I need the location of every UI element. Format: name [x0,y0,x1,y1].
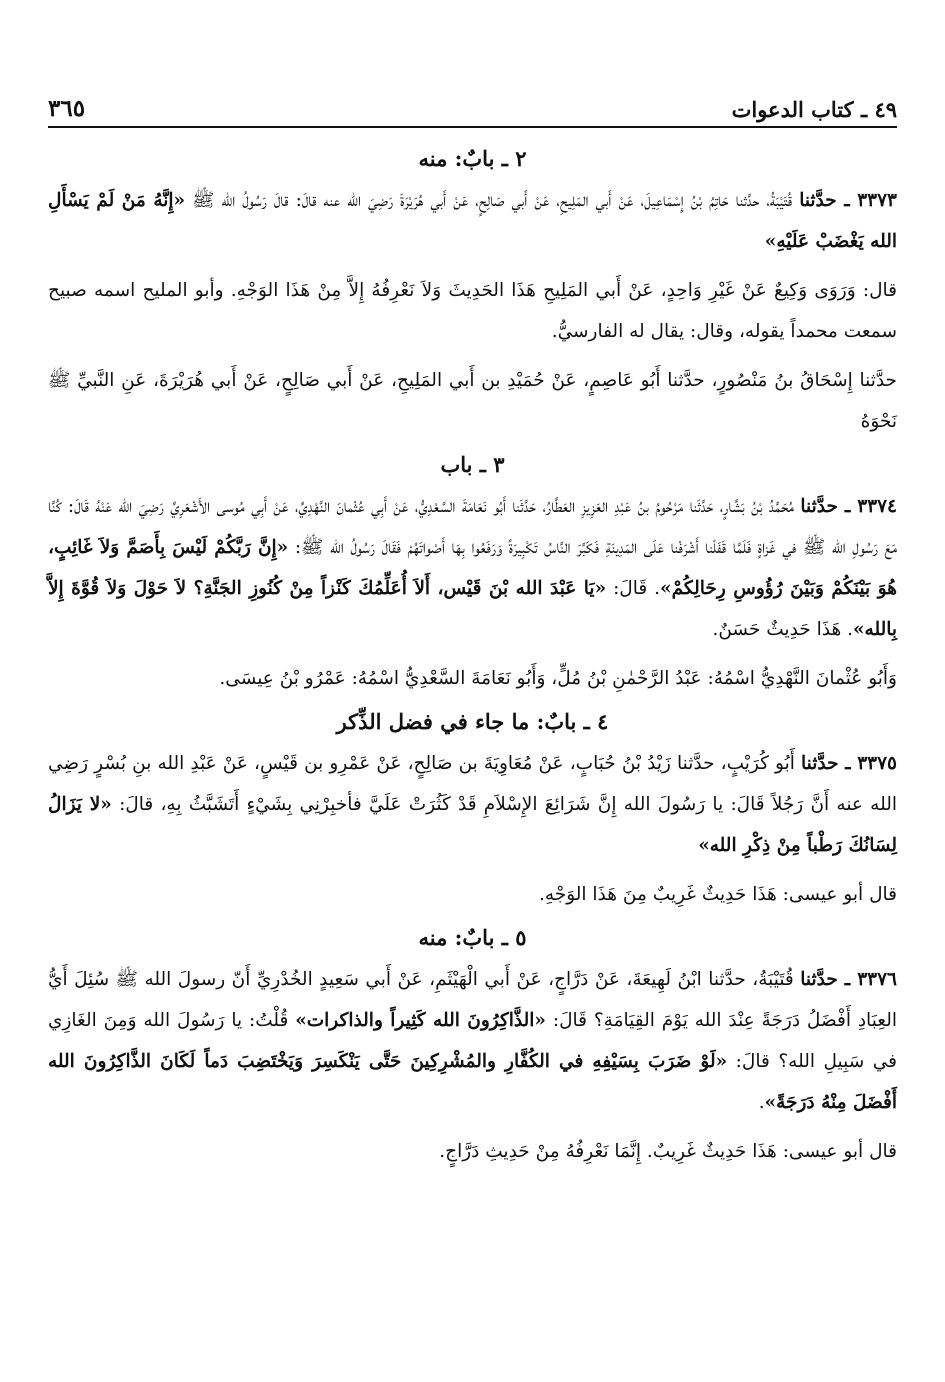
text-run: قال: وَرَوَى وَكِيعٌ عَنْ غَيْرِ وَاحِدٍ، عَنْ أَبي المَلِيحِ هَذَا الحَدِيثَ وَلاَ نَعْرِفُهُ إِلاَّ مِنْ هَذَا الوَجْهِ. وأبو المليح اسمه صبيح سمعت محمداً يقوله، وقال: يقال له الفارسيُّ. [48,280,897,342]
running-title: ٤٩ ـ كتاب الدعوات [731,97,897,122]
page-number: ٣٦٥ [48,95,86,122]
text-run: . قَالَ: [606,578,661,599]
bold-text-run: ٣٣٧٦ ـ حدَّثنا [800,969,897,990]
hadith-paragraph [48,1131,897,1172]
text-run: . هَذَا حَدِيثٌ حَسَنٌ. [712,619,853,640]
text-run: وَأَبُو عُثْمانَ النَّهْدِيُّ اسْمُهُ: عَبْدُ الرَّحْمٰنِ بْنُ مُلٍّ، وَأَبُو نَعَامَةَ السَّعْدِيُّ اسْمُهُ: عَمْرُو بْنُ عِيسَى. [219,668,897,689]
hadith-paragraph [48,658,897,699]
hadith-paragraph [48,874,897,915]
bold-text-run: «لا يَزَالُ لِسَانُكَ رَطْباً مِنْ ذِكْرِ الله» [48,794,897,856]
bold-text-run: «إِنَّهُ مَنْ لَمْ يَسْأَلِ الله يَغْضَبْ عَلَيْهِ» [48,190,897,252]
bold-text-run: «يَا عَبْدَ الله بْنَ قَيْس، أَلاَ أُعَلِّمُكَ كَنْزاً مِنْ كُنُوزِ الجَنَّةِ؟ لاَ حَوْلَ وَلاَ قُوَّةَ إِلاَّ بِالله» [48,578,897,640]
text-run: قُلْتُ: يا رَسُولَ الله وَمِنَ الغَازِي في سَبِيلِ الله؟ قالَ: [48,1010,897,1072]
section-heading: ٢ ـ بابٌ: منه [418,146,527,171]
bold-text-run: ٣٣٧٣ ـ حدَّثنا [799,190,897,211]
text-run: قال أبو عيسى: هَذَا حَدِيثٌ غَرِيبٌ مِنَ هَذَا الوَجْهِ. [538,884,897,905]
text-run: حدَّثنا إِسْحَاقُ بنُ مَنْصُورٍ، حدَّثنا أَبُو عَاصِمٍ، عَنْ حُمَيْدِ بن أَبي المَلِيحِ، عَنْ أَبي صَالِحٍ، عَنْ أَبي هُرَيْرَةَ، عَنِ النَّبيِّ ﷺ نَحْوَهُ [48,370,897,432]
bold-text-run: ٣٣٧٤ ـ حدَّثنا [800,496,897,517]
hadith-paragraph [48,270,897,352]
text-run: أَبُو كُرَيْبٍ، حدَّثنا زَيْدُ بْنُ حُبَابٍ، عَنْ مُعَاوِيَةَ بن صَالِحٍ، عَنْ عَمْرِو بن قَيْسٍ، عَنْ عَبْدِ الله بنِ بُسْرٍ رَضِي الله عنه أَنَّ رَجُلاً قَالَ: يا رَسُولَ الله إِنَّ شَرَائِعَ الإِسْلاَمِ قَدْ كَثُرَتْ عَلَيَّ فأخبِرْنِي بِشَيْءٍ أَتَشَبَّثُ بِهِ، قالَ: [48,753,897,815]
bold-text-run: «الذَّاكِرُونَ الله كَثِيراً والذاكرات» [295,1010,546,1031]
text-run: مُحَمَّدُ بْنُ بَشَّارٍ، حَدَّثَنا مَرْحُومُ بنُ عَبْدِ العَزِيزِ العَطَّارُ، حَدَّثَنا أَبُو نَعَامَةَ السَّعْدِيُّ، عَنْ أَبِي عُثْمانَ النَّهْدِيِّ، عَنْ أَبِي مُوسى الأَشْعَرِيِّ رَضِيَ الله عَنْهُ قَالَ: كُنَّا مَعَ رَسُولِ الله ﷺ في غَزاةٍ فَلَمَّا قَفَلْنا أَشْرَفْنا عَلَى المَدِينَةِ فَكَبَّرَ النَّاسُ تَكْبِيرَةً وَرَفَعُوا بِهَا أَصْواتَهُمْ فَقَالَ رَسُولُ الله ﷺ: [48,496,898,558]
bold-text-run: ٣٣٧٥ ـ حدَّثنا [801,753,897,774]
page-header [48,78,897,128]
section-heading: ٥ ـ بابٌ: منه [418,925,527,950]
hadith-paragraph [48,486,897,650]
bold-text-run: «لَوْ ضَرَبَ بِسَيْفِهِ في الكُفَّارِ والمُشْرِكِينَ حَتَّى يَنْكَسِرَ وَيَخْتَضِبَ دَماً لَكَانَ الذَّاكِرُونَ الله أَفْضَلَ مِنْهُ دَرَجَةً» [48,1051,897,1113]
section-heading: ٤ ـ بابٌ: ما جاء في فضل الذِّكر [336,709,609,734]
section-heading: ٣ ـ باب [440,452,505,477]
hadith-paragraph [48,180,897,262]
bold-text-run: «إِنَّ رَبَّكُمْ لَيْسَ بِأَصَمَّ وَلاَ غَائِبٍ، هُوَ بَيْنَكُمْ وَبَيْنَ رُؤُوسِ رِحَالِكُمْ» [48,537,898,599]
hadith-paragraph [48,360,897,442]
text-run: قُتَيْبَةُ، حدَّثنا حَاتِمُ بْنُ إِسْمَاعِيلَ، عَنْ أَبي المَلِيحِ، عَنْ أَبي صَالِحٍ، عَنْ أَبي هُرَيْرَةَ رَضِيَ الله عنه قالَ: قالَ رَسُولُ الله ﷺ [185,190,800,211]
hadith-paragraph [48,959,897,1123]
text-run: . [758,1092,765,1113]
text-run: قال أبو عيسى: هَذَا حَدِيثٌ غَرِيبٌ. إِنَّمَا نَعْرِفُهُ مِنْ حَدِيثِ دَرَّاجٍ. [439,1141,897,1162]
hadith-paragraph [48,743,897,866]
page-body [48,144,897,1172]
text-run: قُتَيْبَةُ، حدَّثنا ابْنُ لَهِيعَةَ، عَنْ دَرَّاجٍ، عَنْ أَبي الْهَيْثَمِ، عَنْ أَبي سَعِيدٍ الخُدْرِيِّ أَنّ رسولَ الله ﷺ سُئِلَ أَيُّ العِبَادِ أَفْضَلُ دَرَجَةً عِنْدَ الله يَوْمَ القِيَامَةِ؟ قَالَ: [48,969,897,1031]
